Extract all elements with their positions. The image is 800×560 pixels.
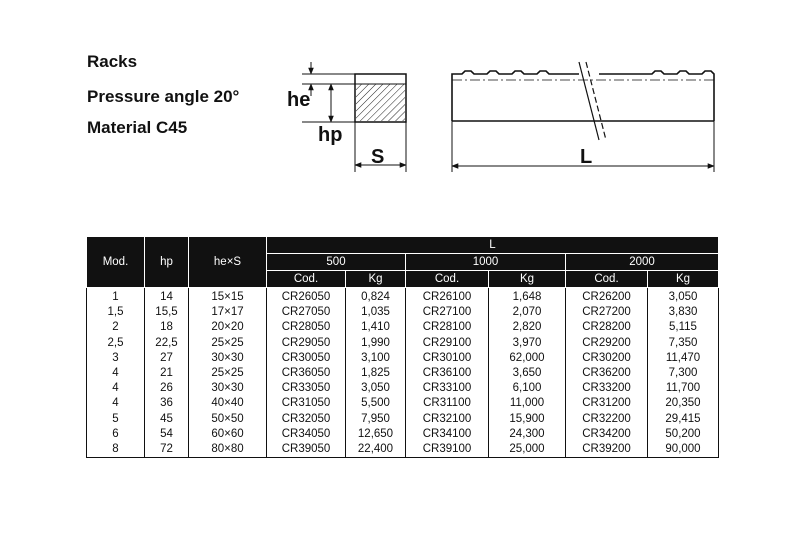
header-length-500: 500 (267, 254, 406, 271)
cell-code-2000: CR28200 (566, 320, 648, 335)
header-length-2000: 2000 (566, 254, 719, 271)
cell-kg-1000: 3,650 (489, 366, 566, 381)
cell-code-500: CR33050 (267, 381, 346, 396)
table-row (87, 366, 719, 381)
cell-mod: 3 (87, 351, 145, 366)
rack-drawing (0, 0, 800, 200)
rack-teeth-left (452, 71, 579, 87)
cell-mod: 4 (87, 381, 145, 396)
cell-kg-500: 3,050 (346, 381, 406, 396)
cell-kg-2000: 3,050 (648, 288, 719, 306)
table-row (87, 427, 719, 442)
cell-code-2000: CR33200 (566, 381, 648, 396)
cell-code-500: CR28050 (267, 320, 346, 335)
header-mod: Mod. (87, 237, 145, 288)
title-racks: Racks (87, 52, 138, 71)
header-length-1000: 1000 (406, 254, 566, 271)
table-row (87, 381, 719, 396)
cell-code-2000: CR29200 (566, 336, 648, 351)
cell-code-1000: CR33100 (406, 381, 489, 396)
cell-kg-500: 7,950 (346, 412, 406, 427)
cell-kg-2000: 11,470 (648, 351, 719, 366)
cell-hp: 22,5 (145, 336, 189, 351)
header-kg: Kg (346, 271, 406, 288)
cell-kg-1000: 24,300 (489, 427, 566, 442)
cell-hp: 54 (145, 427, 189, 442)
cell-code-500: CR27050 (267, 305, 346, 320)
cell-kg-1000: 6,100 (489, 381, 566, 396)
cell-kg-2000: 20,350 (648, 396, 719, 411)
cell-kg-2000: 7,350 (648, 336, 719, 351)
cell-mod: 4 (87, 366, 145, 381)
cell-code-1000: CR28100 (406, 320, 489, 335)
cell-kg-2000: 29,415 (648, 412, 719, 427)
cell-hp: 45 (145, 412, 189, 427)
cell-kg-500: 0,824 (346, 288, 406, 306)
cell-kg-2000: 5,115 (648, 320, 719, 335)
cell-kg-2000: 90,000 (648, 442, 719, 458)
rack-spec-table (86, 236, 719, 458)
cell-mod: 8 (87, 442, 145, 458)
cell-code-2000: CR30200 (566, 351, 648, 366)
header-length: L (267, 237, 719, 254)
label-l: L (580, 146, 593, 168)
header-cod: Cod. (267, 271, 346, 288)
cell-code-500: CR30050 (267, 351, 346, 366)
rack-teeth-right (599, 71, 714, 87)
header-cod: Cod. (566, 271, 648, 288)
cell-code-1000: CR31100 (406, 396, 489, 411)
table-body (87, 288, 719, 458)
cell-code-500: CR29050 (267, 336, 346, 351)
cell-kg-500: 1,410 (346, 320, 406, 335)
cell-he-s: 30×30 (189, 351, 267, 366)
cell-kg-2000: 3,830 (648, 305, 719, 320)
table-row (87, 288, 719, 306)
cell-code-2000: CR26200 (566, 288, 648, 306)
cell-mod: 4 (87, 396, 145, 411)
title-pressure-angle: Pressure angle 20° (87, 87, 240, 106)
title-material: Material C45 (87, 118, 188, 137)
cell-he-s: 40×40 (189, 396, 267, 411)
cell-kg-500: 12,650 (346, 427, 406, 442)
cell-mod: 2 (87, 320, 145, 335)
header-kg: Kg (489, 271, 566, 288)
cell-he-s: 30×30 (189, 381, 267, 396)
label-s: S (371, 146, 385, 168)
cell-kg-500: 22,400 (346, 442, 406, 458)
cell-kg-1000: 15,900 (489, 412, 566, 427)
cell-hp: 27 (145, 351, 189, 366)
cell-he-s: 25×25 (189, 366, 267, 381)
cell-code-2000: CR36200 (566, 366, 648, 381)
cell-code-1000: CR36100 (406, 366, 489, 381)
cell-mod: 1 (87, 288, 145, 306)
cell-hp: 21 (145, 366, 189, 381)
header-hp: hp (145, 237, 189, 288)
table-row (87, 320, 719, 335)
cell-kg-1000: 3,970 (489, 336, 566, 351)
cell-code-1000: CR32100 (406, 412, 489, 427)
cell-kg-1000: 11,000 (489, 396, 566, 411)
cell-kg-1000: 1,648 (489, 288, 566, 306)
table-row (87, 396, 719, 411)
cell-code-1000: CR26100 (406, 288, 489, 306)
cell-he-s: 50×50 (189, 412, 267, 427)
cross-section (287, 62, 406, 172)
cell-kg-500: 5,500 (346, 396, 406, 411)
cell-kg-500: 1,990 (346, 336, 406, 351)
table-row (87, 442, 719, 458)
cell-hp: 18 (145, 320, 189, 335)
cell-hp: 26 (145, 381, 189, 396)
cell-mod: 5 (87, 412, 145, 427)
cell-code-500: CR26050 (267, 288, 346, 306)
cell-hp: 14 (145, 288, 189, 306)
cell-code-2000: CR34200 (566, 427, 648, 442)
label-he: he (287, 89, 311, 111)
rack-side-view (452, 62, 714, 172)
cell-kg-500: 3,100 (346, 351, 406, 366)
cell-code-1000: CR30100 (406, 351, 489, 366)
cell-code-2000: CR32200 (566, 412, 648, 427)
cell-code-1000: CR39100 (406, 442, 489, 458)
label-hp: hp (318, 124, 343, 146)
cell-code-1000: CR27100 (406, 305, 489, 320)
cell-hp: 15,5 (145, 305, 189, 320)
cell-code-1000: CR29100 (406, 336, 489, 351)
cell-kg-2000: 11,700 (648, 381, 719, 396)
header-cod: Cod. (406, 271, 489, 288)
cell-hp: 72 (145, 442, 189, 458)
cell-he-s: 25×25 (189, 336, 267, 351)
cell-code-500: CR32050 (267, 412, 346, 427)
cell-he-s: 80×80 (189, 442, 267, 458)
cell-mod: 6 (87, 427, 145, 442)
table-row (87, 305, 719, 320)
cell-kg-1000: 25,000 (489, 442, 566, 458)
table-row (87, 351, 719, 366)
section-hatch (356, 84, 405, 121)
cell-kg-2000: 7,300 (648, 366, 719, 381)
cell-mod: 1,5 (87, 305, 145, 320)
cell-hp: 36 (145, 396, 189, 411)
cell-he-s: 60×60 (189, 427, 267, 442)
cell-code-500: CR39050 (267, 442, 346, 458)
cell-code-2000: CR27200 (566, 305, 648, 320)
cell-mod: 2,5 (87, 336, 145, 351)
cell-he-s: 15×15 (189, 288, 267, 306)
header-he-s: he×S (189, 237, 267, 288)
cell-kg-1000: 2,820 (489, 320, 566, 335)
table-row (87, 412, 719, 427)
cell-he-s: 20×20 (189, 320, 267, 335)
cell-he-s: 17×17 (189, 305, 267, 320)
cell-code-500: CR34050 (267, 427, 346, 442)
cell-kg-500: 1,035 (346, 305, 406, 320)
cell-kg-500: 1,825 (346, 366, 406, 381)
table-row (87, 336, 719, 351)
cell-code-2000: CR39200 (566, 442, 648, 458)
cell-code-1000: CR34100 (406, 427, 489, 442)
cell-code-2000: CR31200 (566, 396, 648, 411)
cell-kg-1000: 62,000 (489, 351, 566, 366)
header-kg: Kg (648, 271, 719, 288)
cell-code-500: CR36050 (267, 366, 346, 381)
cell-kg-1000: 2,070 (489, 305, 566, 320)
cell-code-500: CR31050 (267, 396, 346, 411)
cell-kg-2000: 50,200 (648, 427, 719, 442)
